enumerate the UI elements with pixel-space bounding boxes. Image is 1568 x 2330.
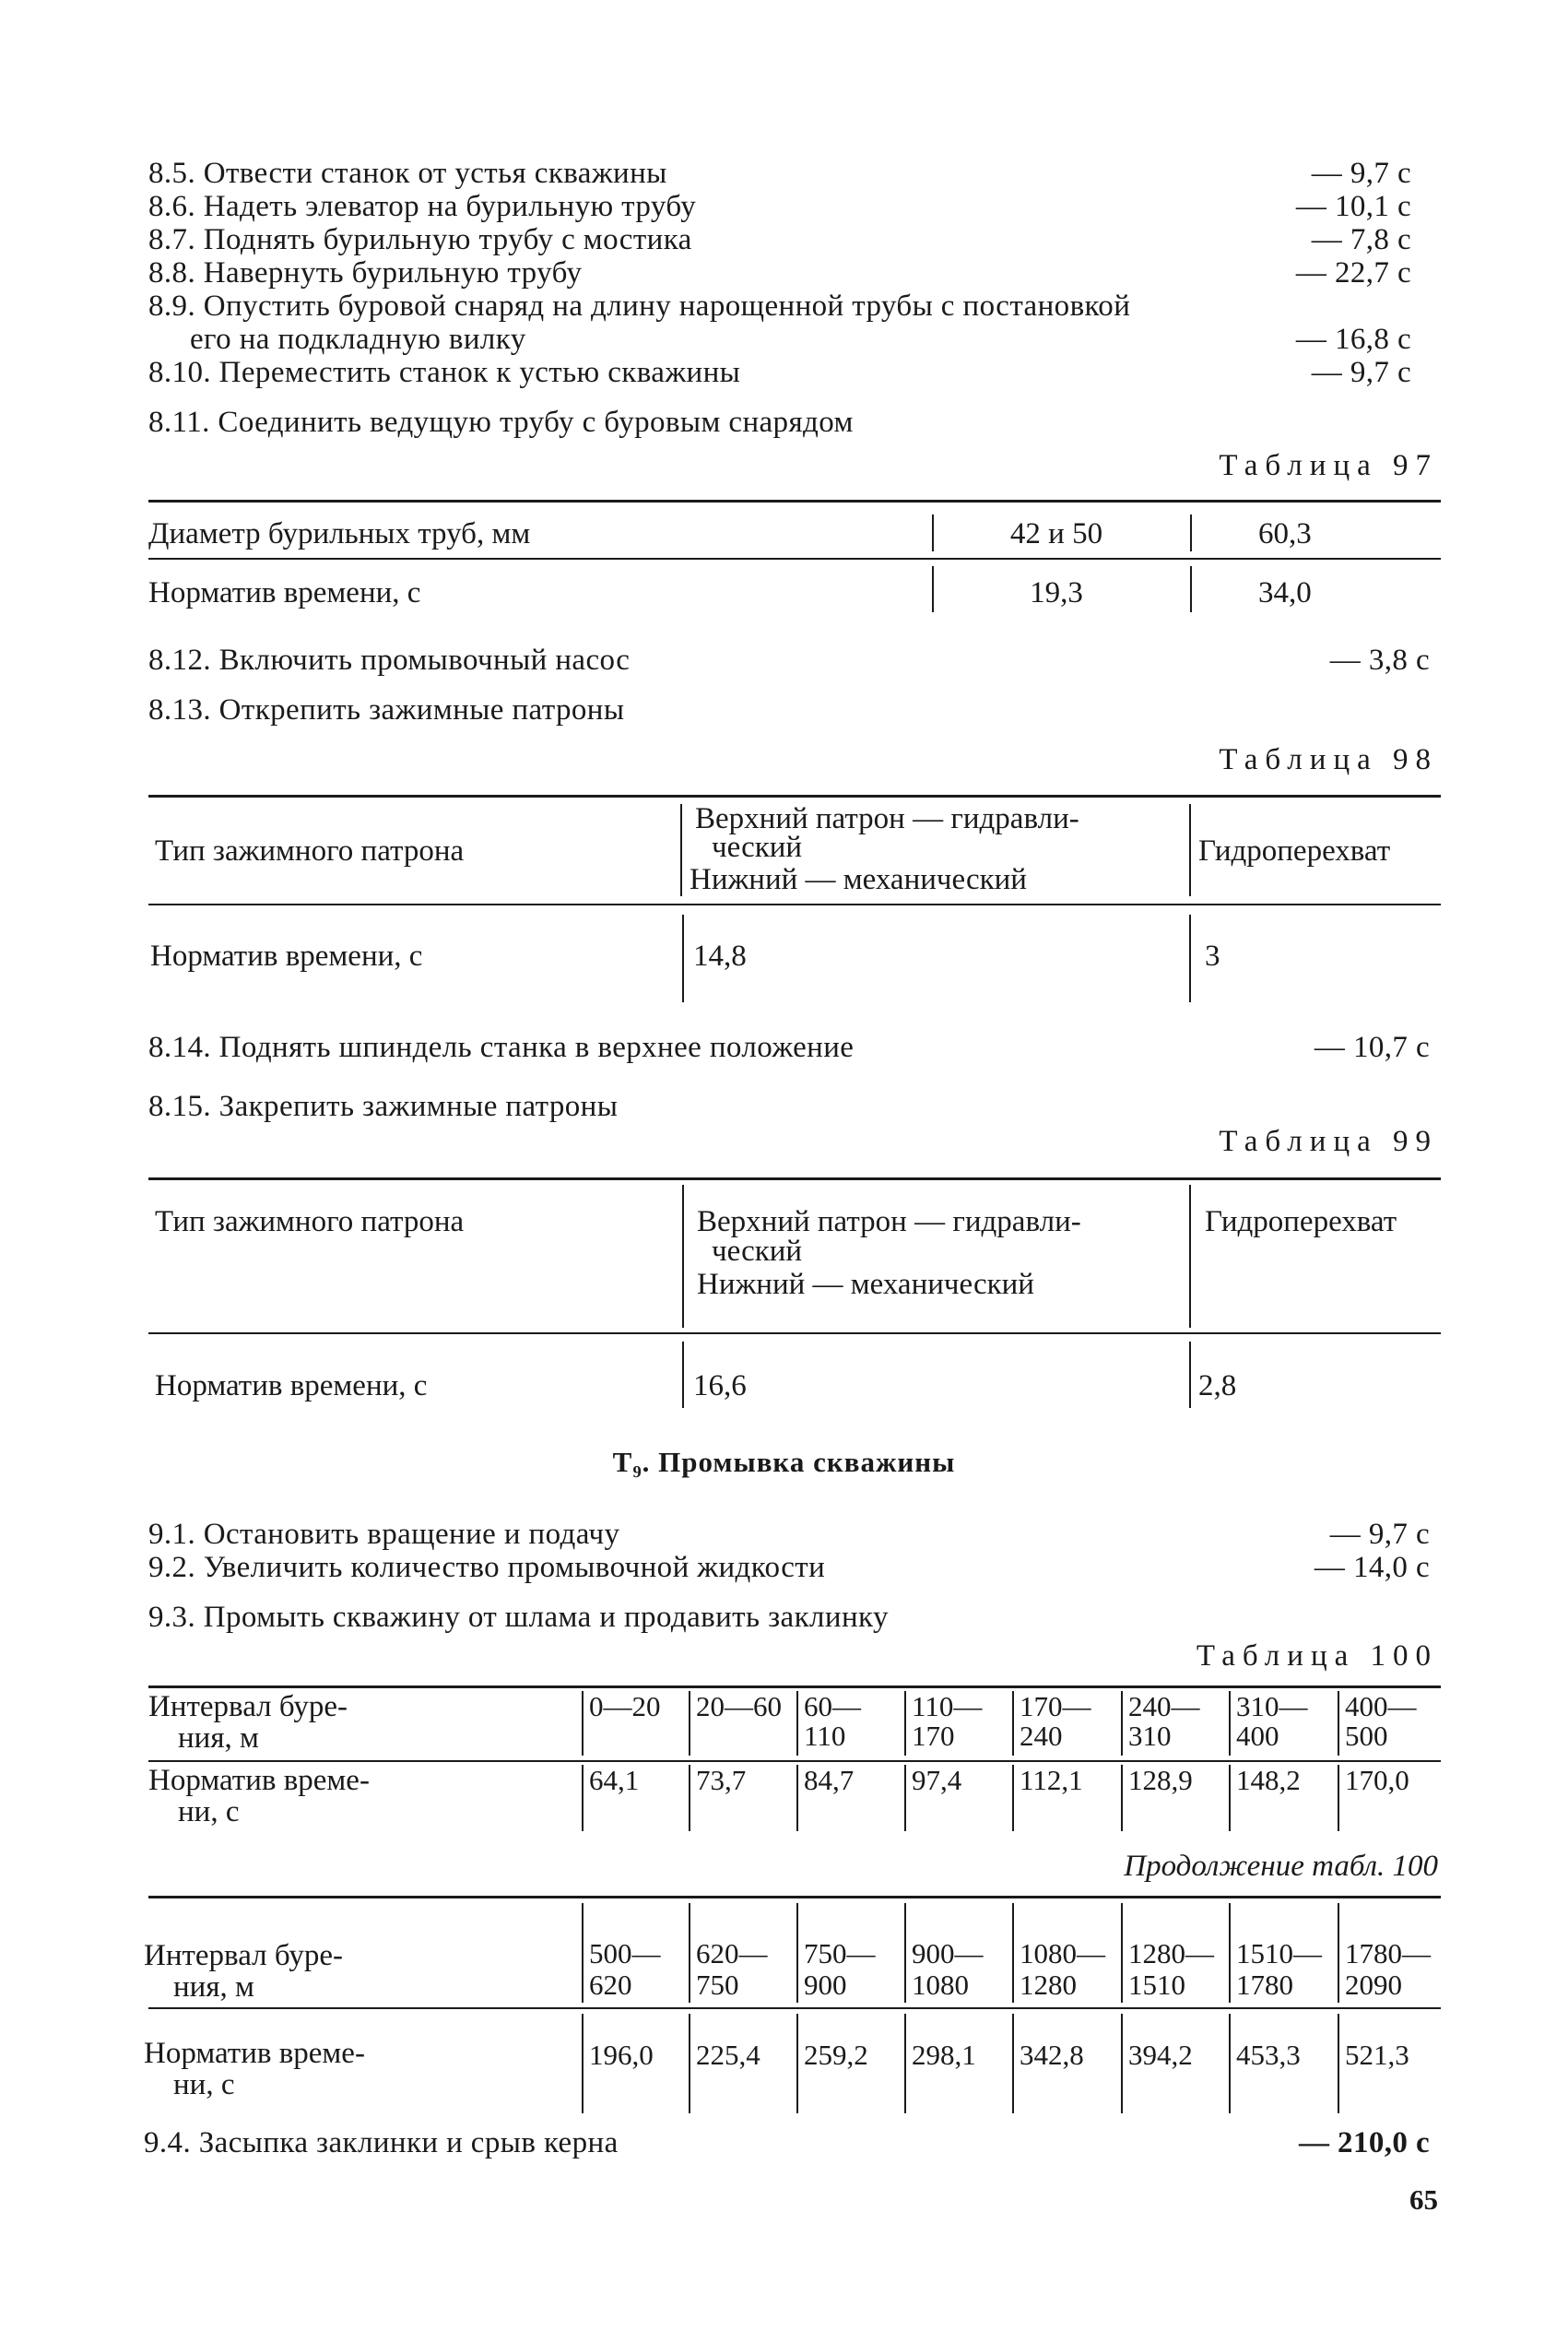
table-cell: 1510 (1128, 1969, 1185, 2001)
table-divider (1338, 1903, 1339, 2003)
table-rule (148, 500, 1441, 503)
list-item: 9.2. Увеличить количество промывочной жидкости (148, 1551, 826, 1584)
table-cell: 20—60 (696, 1690, 782, 1722)
table-divider (1189, 915, 1191, 1002)
table-divider (582, 1903, 584, 2003)
list-item-value: — 9,7 с (1329, 1518, 1430, 1551)
list-item: 8.8. Навернуть бурильную трубу (148, 256, 583, 290)
table-row-label: ни, с (173, 2068, 235, 2101)
table-row-label: Норматив времени, с (148, 576, 421, 609)
table-cell: 400— (1345, 1690, 1417, 1722)
table-rule (148, 2007, 1441, 2009)
table-divider (1229, 1903, 1231, 2003)
table-cell: 310 (1128, 1720, 1172, 1752)
table-divider (682, 1342, 684, 1408)
page-number: 65 (1409, 2183, 1438, 2216)
table-divider (1190, 514, 1192, 551)
table-cell: 500 (1345, 1720, 1388, 1752)
table-cell: 19,3 (1030, 576, 1083, 609)
table-cell: 3 (1205, 940, 1220, 973)
table-cell: 1510— (1236, 1937, 1322, 1969)
table-cell: 521,3 (1345, 2039, 1409, 2071)
list-item: 8.11. Соединить ведущую трубу с буровым снарядом (148, 406, 854, 439)
table-caption: Таблица 99 (1219, 1125, 1438, 1158)
table-cell: 110— (912, 1690, 983, 1722)
table-cell: 84,7 (804, 1764, 855, 1796)
table-row-label: Норматив времени, с (150, 940, 423, 973)
table-cell: 1280 (1020, 1969, 1077, 2001)
table-cell: Нижний — механический (690, 863, 1027, 896)
table-cell: Верхний патрон — гидравли- (695, 802, 1079, 835)
table-divider (1338, 1691, 1339, 1756)
table-cell: 750 (696, 1969, 739, 2001)
table-row-label: Интервал буре- (148, 1690, 348, 1723)
table-caption: Таблица 98 (1219, 743, 1438, 776)
table-cell: 170— (1020, 1690, 1091, 1722)
table-caption: Таблица 100 (1196, 1639, 1438, 1673)
table-divider (1012, 1691, 1014, 1756)
table-divider (1229, 1765, 1231, 1831)
table-row-label: Тип зажимного патрона (155, 1205, 465, 1238)
table-cell: 900 (804, 1969, 847, 2001)
table-caption: Таблица 97 (1219, 449, 1438, 482)
table-cell: 14,8 (693, 940, 747, 973)
table-cell: ческий (712, 1235, 803, 1268)
table-cell: 453,3 (1236, 2039, 1301, 2071)
list-item: 8.10. Переместить станок к устью скважины (148, 356, 741, 389)
table-row-label: Норматив времени, с (155, 1369, 428, 1402)
table-divider (1121, 1691, 1123, 1756)
table-divider (582, 1691, 584, 1756)
table-divider (1189, 1342, 1191, 1408)
table-divider (796, 2014, 798, 2113)
table-cell: 620 (589, 1969, 632, 2001)
table-cell: ческий (712, 831, 803, 864)
table-cell: 128,9 (1128, 1764, 1193, 1796)
table-divider (689, 1765, 690, 1831)
list-item-value: — 3,8 с (1329, 644, 1430, 677)
table-divider (904, 1765, 906, 1831)
table-cell: 1780 (1236, 1969, 1293, 2001)
table-rule (148, 795, 1441, 798)
table-cell: Гидроперехват (1205, 1205, 1397, 1238)
list-item: 8.9. Опустить буровой снаряд на длину нарощенной трубы с постановкой (148, 290, 1131, 323)
table-cell: 0—20 (589, 1690, 661, 1722)
table-cell: 500— (589, 1937, 661, 1969)
table-divider (689, 1903, 690, 2003)
table-row-label: ния, м (178, 1721, 259, 1755)
table-cell: 750— (804, 1937, 876, 1969)
table-divider (1121, 2014, 1123, 2113)
table-cell: 1280— (1128, 1937, 1214, 1969)
table-cell: Верхний патрон — гидравли- (697, 1205, 1081, 1238)
table-divider (680, 804, 682, 896)
list-item: 9.4. Засыпка заклинки и срыв керна (144, 2126, 619, 2159)
table-rule (148, 1332, 1441, 1334)
table-cell: 60— (804, 1690, 861, 1722)
table-divider (796, 1903, 798, 2003)
table-cell: 97,4 (912, 1764, 962, 1796)
list-item-value: — 10,7 с (1314, 1031, 1430, 1064)
table-divider (904, 1903, 906, 2003)
list-item: 9.1. Остановить вращение и подачу (148, 1518, 620, 1551)
table-row-label: ни, с (178, 1795, 240, 1828)
table-cell: 620— (696, 1937, 768, 1969)
list-item-value: — 210,0 с (1299, 2126, 1430, 2159)
table-divider (1190, 566, 1192, 612)
table-row-label: Норматив време- (144, 2037, 365, 2070)
table-cell: 196,0 (589, 2039, 654, 2071)
table-cell: 64,1 (589, 1764, 640, 1796)
section-heading: Т₉. Промывка скважины (612, 1446, 956, 1478)
table-cell: Нижний — механический (697, 1268, 1034, 1301)
list-item-value: — 7,8 с (1311, 223, 1411, 256)
table-cell: 240— (1128, 1690, 1200, 1722)
table-cell: 259,2 (804, 2039, 868, 2071)
table-cell: Гидроперехват (1198, 834, 1391, 868)
table-cell: 394,2 (1128, 2039, 1193, 2071)
table-cell: 112,1 (1020, 1764, 1083, 1796)
table-cell: 34,0 (1258, 576, 1312, 609)
table-caption: Продолжение табл. 100 (1124, 1850, 1438, 1883)
table-cell: 1080— (1020, 1937, 1105, 1969)
list-item: 8.5. Отвести станок от устья скважины (148, 157, 667, 190)
list-item: его на подкладную вилку (190, 323, 526, 356)
table-divider (1229, 2014, 1231, 2113)
list-item-value: — 10,1 с (1295, 190, 1411, 223)
table-cell: 2,8 (1198, 1369, 1237, 1402)
table-divider (1189, 1185, 1191, 1328)
table-cell: 1080 (912, 1969, 969, 2001)
table-cell: 298,1 (912, 2039, 976, 2071)
table-divider (1121, 1765, 1123, 1831)
table-row-label: Тип зажимного патрона (155, 834, 465, 868)
list-item: 8.15. Закрепить зажимные патроны (148, 1090, 619, 1123)
table-divider (1189, 804, 1191, 896)
table-divider (582, 1765, 584, 1831)
table-divider (689, 1691, 690, 1756)
table-rule (148, 904, 1441, 905)
table-divider (1338, 2014, 1339, 2113)
table-divider (796, 1691, 798, 1756)
table-divider (904, 1691, 906, 1756)
table-cell: 1780— (1345, 1937, 1431, 1969)
table-divider (1121, 1903, 1123, 2003)
table-row-label: Диаметр бурильных труб, мм (148, 517, 531, 550)
list-item: 8.12. Включить промывочный насос (148, 644, 631, 677)
table-rule (148, 558, 1441, 560)
table-rule (148, 1760, 1441, 1762)
table-row-label: Интервал буре- (144, 1939, 344, 1972)
table-rule (148, 1177, 1441, 1180)
table-cell: 2090 (1345, 1969, 1402, 2001)
table-divider (582, 2014, 584, 2113)
table-divider (796, 1765, 798, 1831)
table-cell: 900— (912, 1937, 984, 1969)
list-item: 8.13. Открепить зажимные патроны (148, 693, 625, 727)
list-item-value: — 14,0 с (1314, 1551, 1430, 1584)
table-cell: 225,4 (696, 2039, 760, 2071)
table-divider (1012, 1765, 1014, 1831)
list-item-value: — 9,7 с (1311, 356, 1411, 389)
list-item: 8.14. Поднять шпиндель станка в верхнее положение (148, 1031, 855, 1064)
table-cell: 170 (912, 1720, 955, 1752)
table-divider (682, 915, 684, 1002)
table-row-label: ния, м (173, 1970, 254, 2004)
table-divider (1012, 2014, 1014, 2113)
table-divider (1012, 1903, 1014, 2003)
table-row-label: Норматив време- (148, 1764, 370, 1797)
list-item: 8.6. Надеть элеватор на бурильную трубу (148, 190, 697, 223)
list-item-value: — 9,7 с (1311, 157, 1411, 190)
table-cell: 400 (1236, 1720, 1279, 1752)
table-divider (689, 2014, 690, 2113)
table-cell: 310— (1236, 1690, 1308, 1722)
list-item: 9.3. Промыть скважину от шлама и продавить заклинку (148, 1601, 889, 1634)
table-cell: 110 (804, 1720, 846, 1752)
list-item-value: — 16,8 с (1295, 323, 1411, 356)
table-cell: 240 (1020, 1720, 1063, 1752)
table-rule (148, 1685, 1441, 1688)
table-cell: 16,6 (693, 1369, 747, 1402)
table-divider (904, 2014, 906, 2113)
table-divider (1338, 1765, 1339, 1831)
table-cell: 342,8 (1020, 2039, 1084, 2071)
table-cell: 42 и 50 (1009, 517, 1103, 550)
table-rule (148, 1896, 1441, 1898)
list-item: 8.7. Поднять бурильную трубу с мостика (148, 223, 692, 256)
table-cell: 170,0 (1345, 1764, 1409, 1796)
table-divider (682, 1185, 684, 1328)
table-divider (1229, 1691, 1231, 1756)
table-cell: 148,2 (1236, 1764, 1301, 1796)
table-cell: 60,3 (1258, 517, 1312, 550)
table-cell: 73,7 (696, 1764, 747, 1796)
list-item-value: — 22,7 с (1295, 256, 1411, 290)
